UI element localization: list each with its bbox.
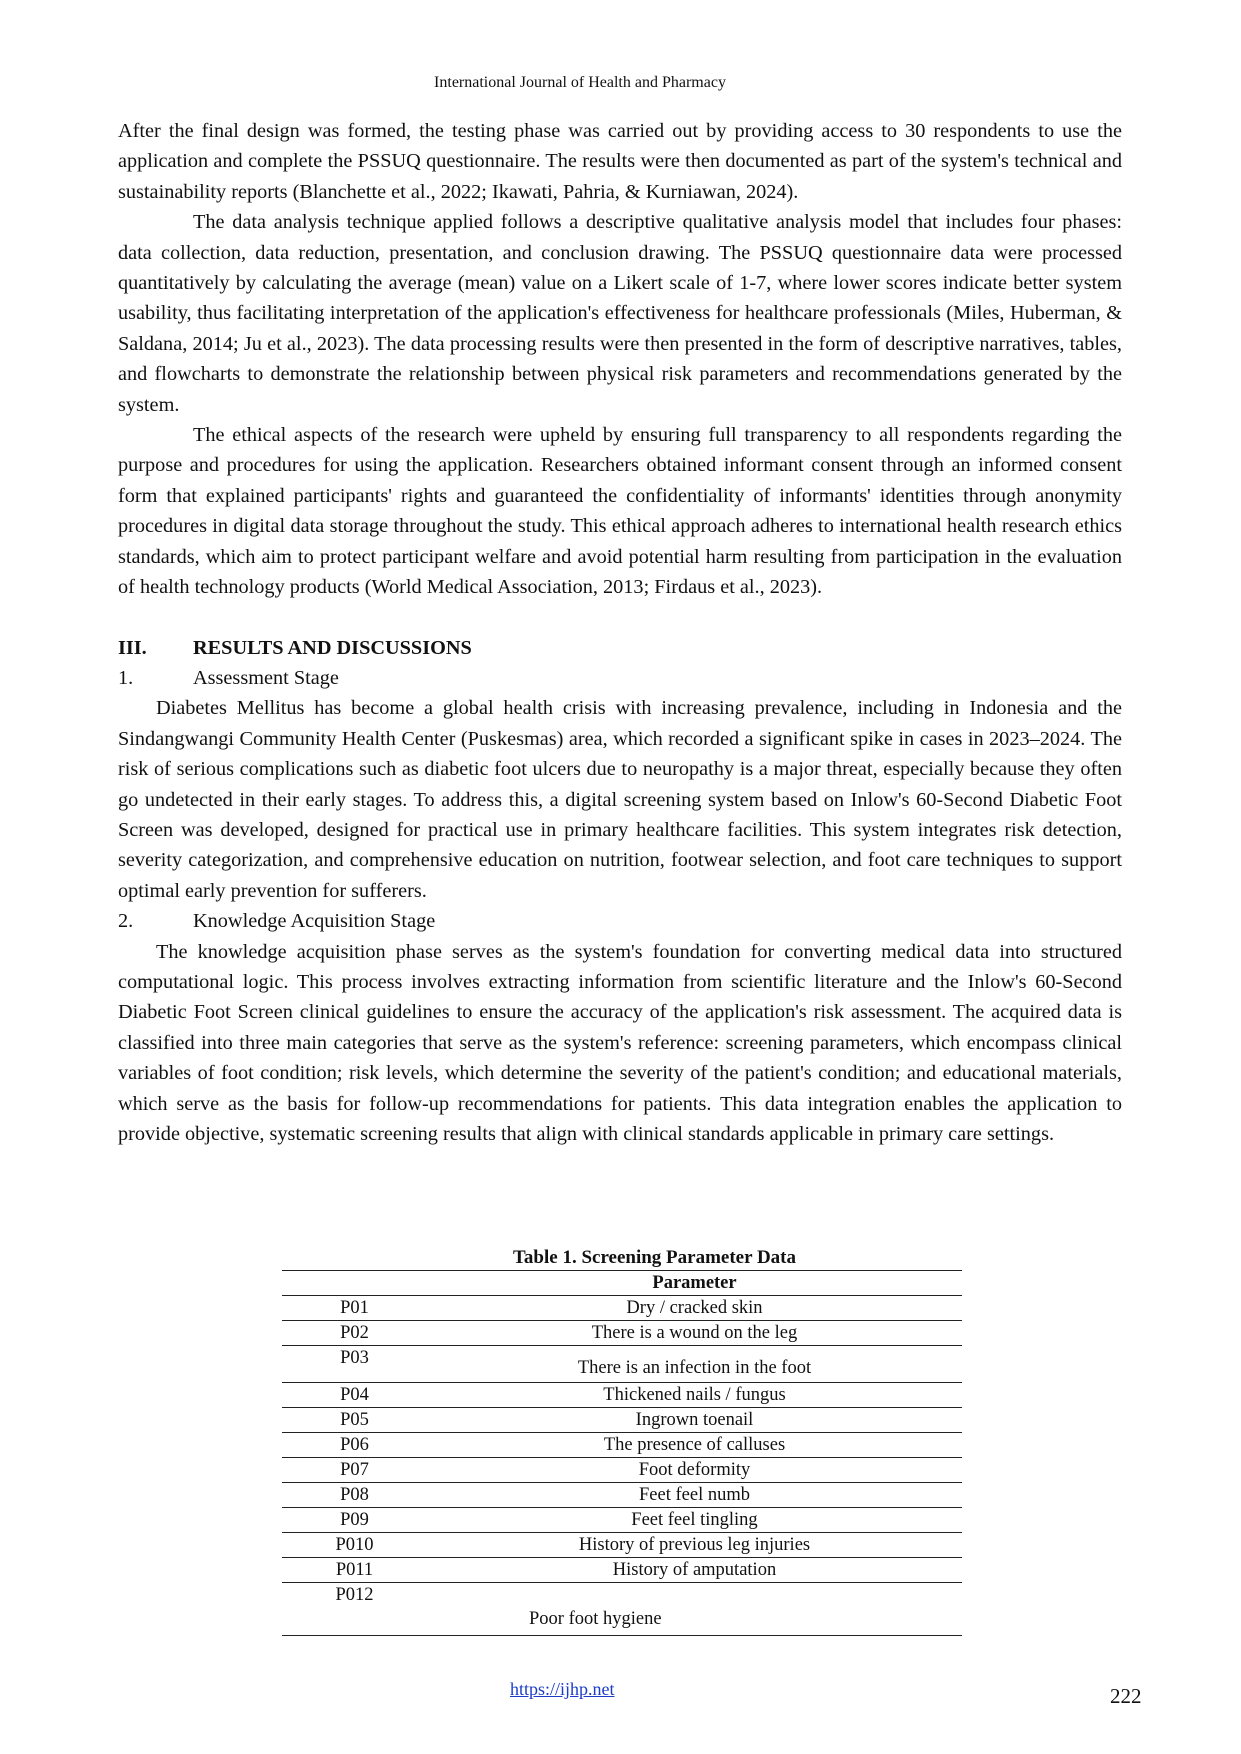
param-name: History of amputation [427, 1558, 962, 1583]
table-row [282, 1408, 962, 1433]
section-number: III. [118, 636, 147, 659]
table-row [282, 1383, 962, 1408]
table-header-row [282, 1271, 962, 1296]
paragraph: After the final design was formed, the testing phase was carried out by providing access to 30 respondents to use the application and complete the PSSUQ questionnaire. The results were then documented as part of the system's technical and sustainability reports (Blanchette et al., 2022; Ikawati, Pahria, & Kurniawan, 2024). [118, 120, 1122, 203]
subsection-number: 1. [118, 666, 134, 689]
running-header: International Journal of Health and Pharmacy [434, 74, 726, 91]
section-heading [118, 633, 1122, 663]
subsection-heading [118, 906, 1122, 936]
param-code: P02 [282, 1321, 427, 1346]
table-row [282, 1508, 962, 1533]
param-code: P01 [282, 1296, 427, 1321]
screening-parameter-table [282, 1246, 962, 1636]
param-code: P012 [282, 1583, 427, 1636]
param-name: There is a wound on the leg [427, 1321, 962, 1346]
param-name: Feet feel tingling [427, 1508, 962, 1533]
param-name: The presence of calluses [427, 1433, 962, 1458]
paragraph: The data analysis technique applied follows a descriptive qualitative analysis model that includes four phases: data collection, data reduction, presentation, and conclusion drawing. The PSSUQ questionnaire data were processed quantitatively by calculating the average (mean) value on a Likert scale of 1-7, where lower scores indicate better system usability, thus facilitating interpretation of the application's effectiveness for healthcare professionals (Miles, Huberman, & Saldana, 2014; Ju et al., 2023). The data processing results were then presented in the form of descriptive narratives, tables, and flowcharts to demonstrate the relationship between physical risk parameters and recommendations generated by the system. [118, 211, 1122, 416]
param-name: Ingrown toenail [427, 1408, 962, 1433]
table-row [282, 1583, 962, 1636]
table-row [282, 1533, 962, 1558]
table-row [282, 1346, 962, 1383]
param-name: History of previous leg injuries [427, 1533, 962, 1558]
header-parameter: Parameter [427, 1271, 962, 1296]
param-code: P09 [282, 1508, 427, 1533]
journal-url-link[interactable]: https://ijhp.net [510, 1679, 615, 1699]
param-name: There is an infection in the foot [427, 1346, 962, 1383]
param-code: P011 [282, 1558, 427, 1583]
param-code: P06 [282, 1433, 427, 1458]
param-name: Foot deformity [427, 1458, 962, 1483]
table-row [282, 1296, 962, 1321]
param-code: P07 [282, 1458, 427, 1483]
paragraph: The ethical aspects of the research were upheld by ensuring full transparency to all respondents regarding the purpose and procedures for using the application. Researchers obtained informant consent through an informed consent form that explained participants' rights and guaranteed the confidentiality of informants' identities through anonymity procedures in digital data storage throughout the study. This ethical approach adheres to international health research ethics standards, which aim to protect participant welfare and avoid potential harm resulting from participation in the evaluation of health technology products (World Medical Association, 2013; Firdaus et al., 2023). [118, 424, 1122, 599]
param-code: P03 [282, 1346, 427, 1383]
table-row [282, 1433, 962, 1458]
page-number: 222 [1110, 1684, 1142, 1708]
subsection-title: Assessment Stage [193, 666, 339, 689]
table-row [282, 1321, 962, 1346]
body-text [118, 116, 1122, 1149]
header-code [282, 1271, 427, 1296]
param-name: Feet feel numb [427, 1483, 962, 1508]
param-name: Dry / cracked skin [427, 1296, 962, 1321]
param-name: Poor foot hygiene [427, 1583, 962, 1636]
paragraph: The knowledge acquisition phase serves as the system's foundation for converting medical data into structured computational logic. This process involves extracting information from scientific literature and the Inlow's 60-Second Diabetic Foot Screen clinical guidelines to ensure the accuracy of the application's risk assessment. The acquired data is classified into three main categories that serve as the system's reference: screening parameters, which encompass clinical variables of foot condition; risk levels, which determine the severity of the patient's condition; and educational materials, which serve as the basis for follow-up recommendations for patients. This data integration enables the application to provide objective, systematic screening results that align with clinical standards applicable in primary care settings. [118, 940, 1122, 1145]
param-code: P08 [282, 1483, 427, 1508]
subsection-heading [118, 663, 1122, 693]
param-name: Thickened nails / fungus [427, 1383, 962, 1408]
param-code: P04 [282, 1383, 427, 1408]
subsection-number: 2. [118, 910, 134, 933]
table-row [282, 1558, 962, 1583]
paragraph: Diabetes Mellitus has become a global health crisis with increasing prevalence, including in Indonesia and the Sindangwangi Community Health Center (Puskesmas) area, which recorded a significant spike in cases in 2023–2024. The risk of serious complications such as diabetic foot ulcers due to neuropathy is a major threat, especially because they often go undetected in their early stages. To address this, a digital screening system based on Inlow's 60-Second Diabetic Foot Screen was developed, designed for practical use in primary healthcare facilities. This system integrates risk detection, severity categorization, and comprehensive education on nutrition, footwear selection, and foot care techniques to support optimal early prevention for sufferers. [118, 697, 1122, 902]
table-caption: Table 1. Screening Parameter Data [512, 1247, 797, 1268]
table-row [282, 1483, 962, 1508]
param-code: P05 [282, 1408, 427, 1433]
table-row [282, 1458, 962, 1483]
subsection-title: Knowledge Acquisition Stage [193, 910, 436, 933]
section-title: RESULTS AND DISCUSSIONS [193, 636, 472, 659]
table [282, 1270, 962, 1636]
param-code: P010 [282, 1533, 427, 1558]
